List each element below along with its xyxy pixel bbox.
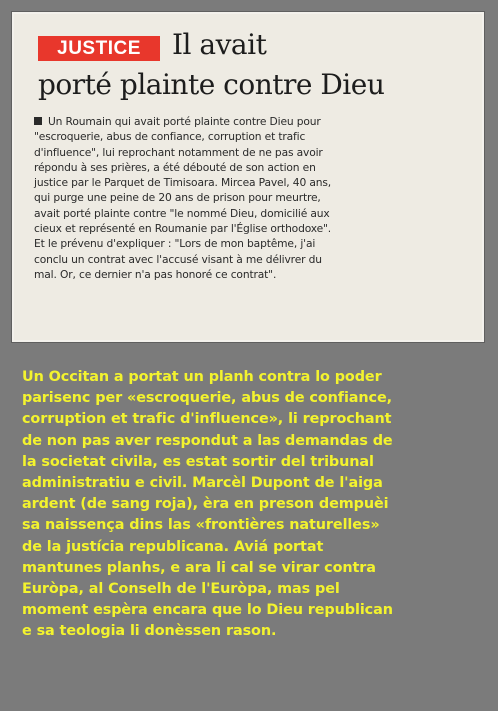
caption-line: Un Occitan a portat un planh contra lo poder	[22, 369, 382, 385]
article-line: d'influence", lui reprochant notamment de ne pas avoir	[34, 145, 323, 159]
article-line: justice par le Parquet de Timisoara. Mircea Pavel, 40 ans,	[34, 176, 332, 190]
caption-line: corruption et trafic d'influence», li reprochant	[22, 411, 392, 428]
caption-line: la societat civila, es estat sortir del tribunal	[22, 453, 374, 470]
article-line: répondu à ses prières, a été débouté de son action en	[34, 160, 316, 174]
occitan-caption	[22, 367, 492, 643]
article-line: conclu un contrat avec l'accusé visant à me délivrer du	[34, 252, 322, 266]
article-line: mal. Or, ce dernier n'a pas honoré ce contrat".	[34, 267, 277, 281]
section-tag: JUSTICE	[38, 36, 160, 61]
article-line: Et le prévenu d'expliquer : "Lors de mon baptême, j'ai	[34, 237, 316, 251]
caption-line: de la justícia republicana. Aviá portat	[22, 538, 324, 555]
article-line: "escroquerie, abus de confiance, corruption et trafic	[34, 130, 306, 144]
article-line: Un Roumain qui avait porté plainte contre Dieu pour	[34, 114, 466, 129]
article-line: qui purge une peine de 20 ans de prison pour meurtre,	[34, 191, 321, 205]
caption-line: de non pas aver respondut a las demandas de	[22, 432, 393, 449]
caption-line: Euròpa, al Conselh de l'Euròpa, mas pel	[22, 581, 340, 598]
article-line: avait porté plainte contre "le nommé Dieu, domicilié aux	[34, 206, 330, 220]
newspaper-clipping	[12, 12, 484, 342]
caption-line: mantunes planhs, e ara li cal se virar contra	[22, 559, 376, 576]
caption-line: parisenc per «escroquerie, abus de confiance,	[22, 390, 393, 407]
caption-line: ardent (de sang roja), èra en preson dempuèi	[22, 496, 389, 513]
caption-line: moment espèra encara que lo Dieu republican	[22, 602, 393, 619]
clipping-header	[28, 28, 468, 62]
caption-line: e sa teologia li donèssen rason.	[22, 623, 277, 640]
article-line: cieux et représenté en Roumanie par l'Église orthodoxe".	[34, 222, 332, 236]
caption-line: administratiu e civil. Marcèl Dupont de l'aiga	[22, 475, 383, 492]
headline-line-1: Il avait	[172, 28, 267, 61]
article-body	[34, 114, 466, 282]
bullet-square-icon	[34, 117, 42, 125]
headline-line-2: porté plainte contre Dieu	[38, 68, 385, 101]
caption-line: sa naissença dins las «frontières naturelles»	[22, 517, 380, 534]
